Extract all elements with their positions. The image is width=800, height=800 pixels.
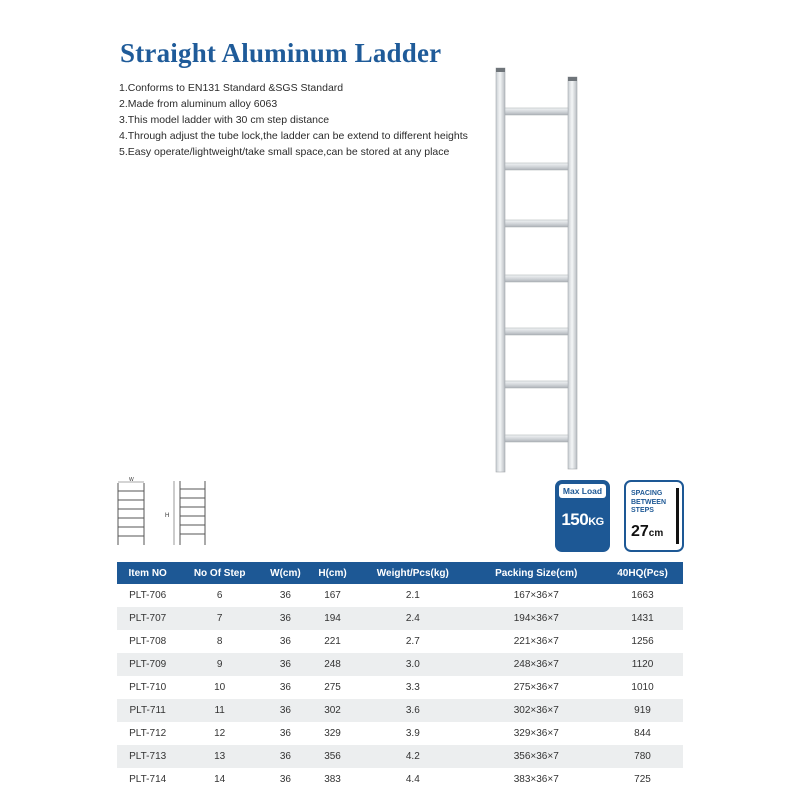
ladder-product-image (490, 66, 586, 476)
ladder-rung (505, 108, 568, 115)
table-row (117, 699, 683, 722)
table-row (117, 676, 683, 699)
max-load-value (555, 510, 610, 530)
cell-no-of-step: 14 (214, 774, 226, 785)
header-packing-size: Packing Size(cm) (470, 562, 602, 584)
cell-no-of-step: 13 (178, 745, 261, 768)
cell-item-no: PLT-707 (117, 607, 178, 630)
cell-height: 356 (310, 745, 355, 768)
cell-no-of-step: 7 (178, 607, 261, 630)
step-spacing-label-line: BETWEEN (631, 498, 666, 506)
feature-item: 3.This model ladder with 30 cm step distance (119, 114, 330, 126)
spacing-bar-icon (676, 488, 679, 544)
ladder-rung (505, 220, 568, 227)
feature-item: 5.Easy operate/lightweight/take small space,can be stored at any place (119, 146, 450, 158)
cell-weight: 2.4 (355, 607, 470, 630)
cell-40hq: 1256 (631, 636, 654, 647)
cell-packing-size: 194×36×7 (470, 607, 602, 630)
cell-width: 36 (279, 728, 291, 739)
header-40hq: 40HQ(Pcs) (602, 562, 683, 584)
cell-no-of-step: 11 (178, 699, 261, 722)
cell-40hq: 1663 (631, 590, 654, 601)
step-spacing-label-line: SPACING (631, 490, 663, 497)
cell-weight: 3.6 (355, 699, 470, 722)
cell-item-no: PLT-714 (129, 774, 167, 785)
height-label: H (165, 513, 170, 519)
cell-width: 36 (261, 653, 310, 676)
cell-height: 275 (324, 682, 341, 693)
cell-height: 221 (324, 636, 341, 647)
table-row (117, 768, 683, 791)
cell-item-no: PLT-713 (117, 745, 178, 768)
cell-height: 167 (324, 590, 341, 601)
cell-no-of-step: 12 (214, 728, 226, 739)
table-row (117, 584, 683, 607)
cell-height: 383 (324, 774, 341, 785)
cell-width: 36 (279, 682, 291, 693)
step-spacing-badge (624, 480, 684, 552)
step-spacing-number: 27 (631, 523, 649, 540)
cell-width: 36 (261, 699, 310, 722)
cell-40hq: 919 (602, 699, 683, 722)
header-item-no: Item NO (117, 562, 178, 584)
cell-packing-size: 167×36×7 (513, 590, 559, 601)
table-row (117, 630, 683, 653)
feature-item: 1.Conforms to EN131 Standard &SGS Standard (119, 82, 344, 94)
cell-packing-size: 275×36×7 (513, 682, 559, 693)
cell-packing-size: 383×36×7 (513, 774, 559, 785)
ladder-rung (505, 381, 568, 388)
ladder-rung (505, 328, 568, 335)
max-load-label: Max Load (559, 484, 606, 498)
cell-item-no: PLT-708 (129, 636, 167, 647)
ladder-rung (505, 275, 568, 282)
cell-item-no: PLT-712 (129, 728, 167, 739)
cell-no-of-step: 8 (216, 636, 223, 647)
header-height: H(cm) (310, 562, 355, 584)
max-load-badge (555, 480, 610, 552)
cell-no-of-step: 9 (178, 653, 261, 676)
cell-40hq: 1431 (602, 607, 683, 630)
cell-height: 329 (324, 728, 341, 739)
ladder-rung (505, 163, 568, 170)
table-row (117, 722, 683, 745)
feature-item: 4.Through adjust the tube lock,the ladder can be extend to different heights (119, 130, 468, 142)
cell-width: 36 (261, 607, 310, 630)
cell-weight: 3.9 (405, 728, 420, 739)
cell-no-of-step: 10 (214, 682, 226, 693)
cell-packing-size: 356×36×7 (470, 745, 602, 768)
cell-width: 36 (261, 745, 310, 768)
header-weight: Weight/Pcs(kg) (355, 562, 470, 584)
cell-height: 302 (310, 699, 355, 722)
max-load-unit: KG (588, 516, 604, 528)
cell-40hq: 725 (634, 774, 651, 785)
step-spacing-label-line: STEPS (631, 507, 654, 514)
cell-item-no: PLT-711 (117, 699, 178, 722)
header-no-of-step: No Of Step (178, 562, 261, 584)
cell-weight: 3.3 (405, 682, 420, 693)
cell-item-no: PLT-709 (117, 653, 178, 676)
cell-weight: 2.7 (405, 636, 420, 647)
cell-item-no: PLT-706 (129, 590, 167, 601)
cell-height: 248 (310, 653, 355, 676)
cell-packing-size: 302×36×7 (470, 699, 602, 722)
cell-packing-size: 329×36×7 (513, 728, 559, 739)
cell-40hq: 780 (602, 745, 683, 768)
width-label: W (129, 477, 134, 483)
cell-no-of-step: 6 (216, 590, 223, 601)
cell-packing-size: 248×36×7 (470, 653, 602, 676)
header-width: W(cm) (261, 562, 310, 584)
max-load-number: 150 (561, 510, 589, 529)
table-row (117, 607, 683, 630)
cell-weight: 4.4 (405, 774, 420, 785)
cell-weight: 4.2 (355, 745, 470, 768)
cell-40hq: 844 (634, 728, 651, 739)
cell-width: 36 (279, 590, 291, 601)
feature-list (119, 80, 474, 160)
ladder-rung (505, 435, 568, 442)
table-row (117, 745, 683, 768)
spec-table (117, 562, 683, 791)
page-title: Straight Aluminum Ladder (120, 38, 442, 69)
cell-weight: 3.0 (355, 653, 470, 676)
cell-width: 36 (279, 636, 291, 647)
cell-weight: 2.1 (405, 590, 420, 601)
cell-40hq: 1120 (602, 653, 683, 676)
cell-item-no: PLT-710 (129, 682, 167, 693)
step-spacing-label (631, 490, 677, 516)
ladder-rungs (505, 108, 568, 442)
step-spacing-unit: cm (648, 528, 664, 539)
step-spacing-value (631, 523, 663, 541)
table-row (117, 653, 683, 676)
table-header-row (117, 562, 683, 584)
cell-packing-size: 221×36×7 (513, 636, 559, 647)
dimension-diagram (115, 477, 215, 547)
cell-40hq: 1010 (631, 682, 654, 693)
cell-height: 194 (310, 607, 355, 630)
feature-item: 2.Made from aluminum alloy 6063 (119, 98, 278, 110)
cell-width: 36 (279, 774, 291, 785)
